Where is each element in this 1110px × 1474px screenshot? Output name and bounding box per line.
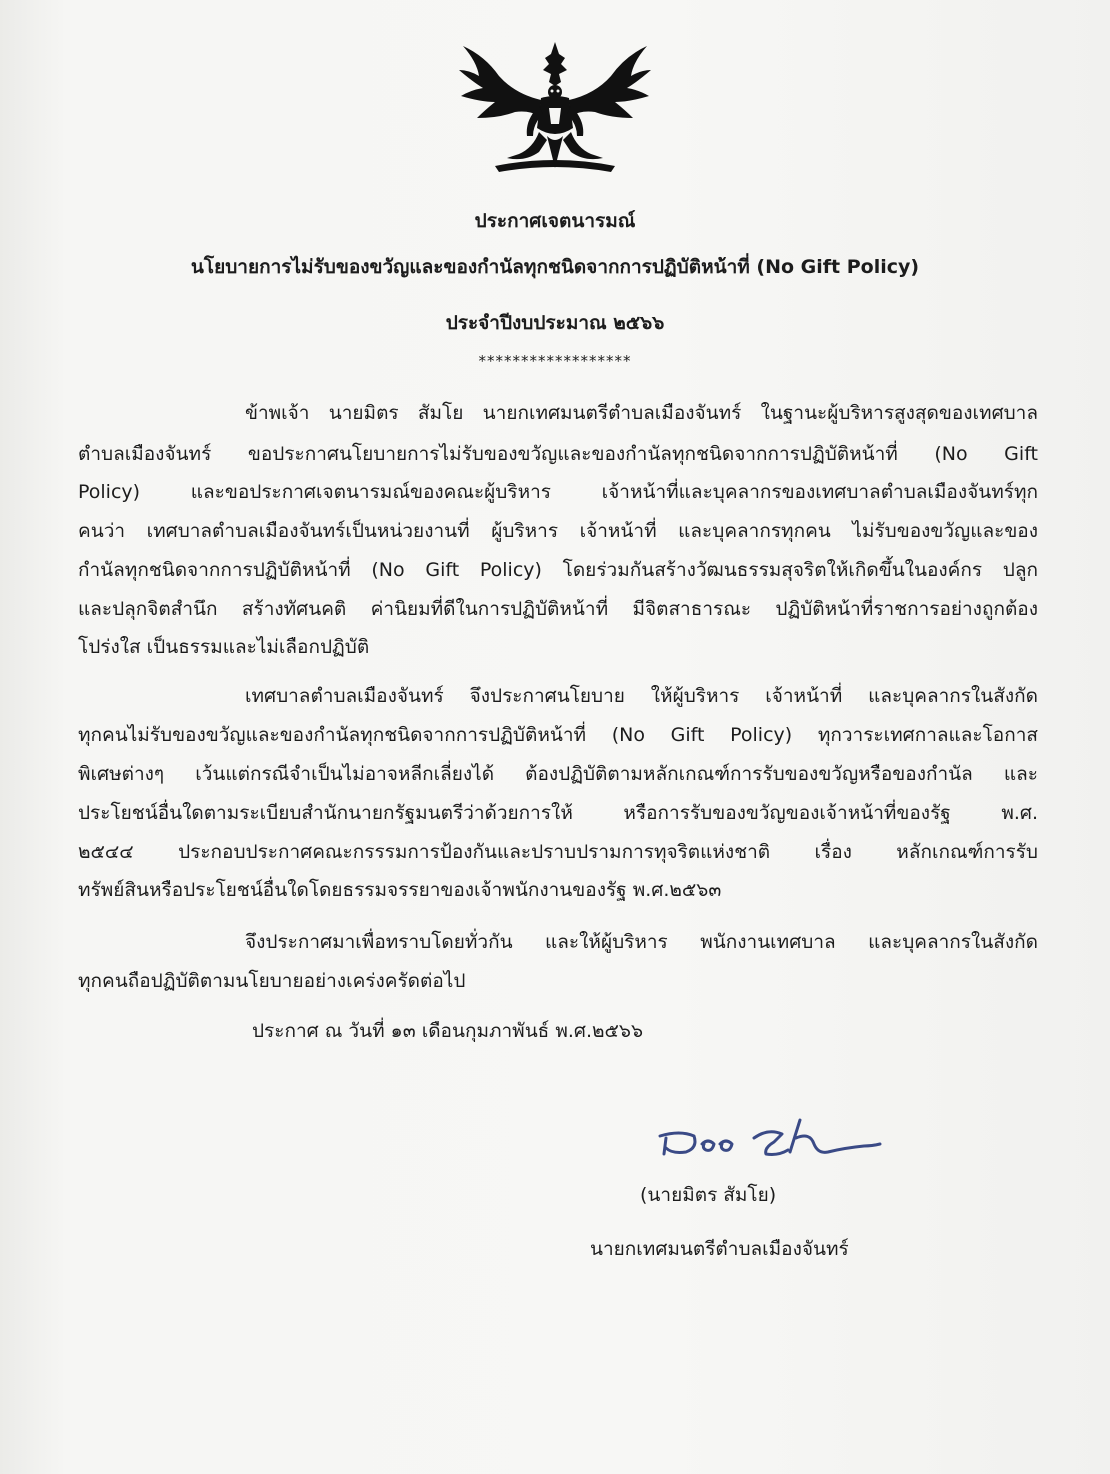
paragraph-1-line: และปลุกจิตสำนึก สร้างทัศนคติ ค่านิยมที่ดีในการปฏิบัติหน้าที่ มีจิตสาธารณะ ปฏิบัติหน้าที่ราชการอย่างถูกต้อง [78, 598, 1038, 620]
announcement-date: ประกาศ ณ วันที่ ๑๓ เดือนกุมภาพันธ์ พ.ศ.๒๕๖๖ [252, 1020, 644, 1042]
paragraph-1-line: ตำบลเมืองจันทร์ ขอประกาศนโยบายการไม่รับของขวัญและของกำนัลทุกชนิดจากการปฏิบัติหน้าที่ (No Gift [78, 443, 1038, 465]
handwritten-signature [650, 1108, 900, 1178]
fiscal-year-title: ประจำปีงบประมาณ ๒๕๖๖ [445, 312, 665, 334]
paragraph-1-line: โปร่งใส เป็นธรรมและไม่เลือกปฏิบัติ [78, 636, 370, 658]
paragraph-2-line: พิเศษต่างๆ เว้นแต่กรณีจำเป็นไม่อาจหลีกเลี่ยงได้ ต้องปฏิบัติตามหลักเกณฑ์การรับของขวัญหรือของกำนัล และ [78, 763, 1038, 785]
paragraph-3-line: ทุกคนถือปฏิบัติตามนโยบายอย่างเคร่งครัดต่อไป [78, 970, 466, 992]
signatory-position: นายกเทศมนตรีตำบลเมืองจันทร์ [590, 1238, 849, 1260]
paragraph-1-line: คนว่า เทศบาลตำบลเมืองจันทร์เป็นหน่วยงานที่ ผู้บริหาร เจ้าหน้าที่ และบุคลากรทุกคน ไม่รับของขวัญและของ [78, 520, 1038, 542]
announcement-title: ประกาศเจตนารมณ์ [474, 210, 636, 232]
paragraph-2-line: ๒๕๔๔ ประกอบประกาศคณะกรรรมการป้องกันและปราบปรามการทุจริตแห่งชาติ เรื่อง หลักเกณฑ์การรับ [78, 841, 1038, 863]
paragraph-1-line: Policy) และขอประกาศเจตนารมณ์ของคณะผู้บริหาร เจ้าหน้าที่และบุคลากรของเทศบาลตำบลเมืองจันทร์ทุก [78, 481, 1038, 503]
separator: ****************** [478, 352, 632, 370]
paragraph-3-line: จึงประกาศมาเพื่อทราบโดยทั่วกัน และให้ผู้บริหาร พนักงานเทศบาล และบุคลากรในสังกัด [245, 931, 1038, 953]
paragraph-2-line: ทรัพย์สินหรือประโยชน์อื่นใดโดยธรรมจรรยาของเจ้าพนักงานของรัฐ พ.ศ.๒๕๖๓ [78, 879, 722, 901]
garuda-emblem-icon [455, 36, 655, 182]
paragraph-1-line: กำนัลทุกชนิดจากการปฏิบัติหน้าที่ (No Gift Policy) โดยร่วมกันสร้างวัฒนธรรมสุจริตให้เกิดขึ้นในองค์กร ปลูก [78, 559, 1038, 581]
policy-title: นโยบายการไม่รับของขวัญและของกำนัลทุกชนิดจากการปฏิบัติหน้าที่ (No Gift Policy) [190, 256, 920, 278]
signatory-name: (นายมิตร สัมโย) [640, 1184, 777, 1206]
paragraph-2-line: ประโยชน์อื่นใดตามระเบียบสำนักนายกรัฐมนตรีว่าด้วยการให้ หรือการรับของขวัญของเจ้าหน้าที่ของรัฐ พ.ศ. [78, 802, 1038, 824]
paragraph-1-line: ข้าพเจ้า นายมิตร สัมโย นายกเทศมนตรีตำบลเมืองจันทร์ ในฐานะผู้บริหารสูงสุดของเทศบาล [245, 402, 1038, 424]
paragraph-2-line: ทุกคนไม่รับของขวัญและของกำนัลทุกชนิดจากการปฏิบัติหน้าที่ (No Gift Policy) ทุกวาระเทศกาลและโอกาส [78, 724, 1038, 746]
paragraph-2-line: เทศบาลตำบลเมืองจันทร์ จึงประกาศนโยบาย ให้ผู้บริหาร เจ้าหน้าที่ และบุคลากรในสังกัด [245, 685, 1038, 707]
